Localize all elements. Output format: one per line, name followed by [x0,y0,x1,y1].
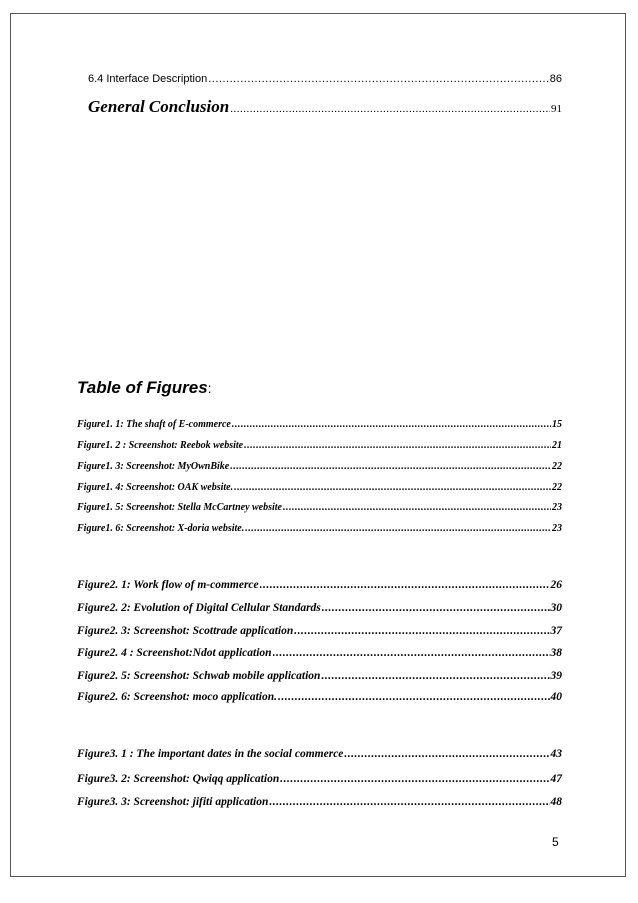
figure-page: 30 [550,602,562,614]
figure-label: Figure1. 3: Screenshot: MyOwnBike [77,461,230,472]
figure-entry[interactable] [77,796,562,808]
figure-entry[interactable] [77,523,562,534]
toc-entry-interface-description[interactable] [88,73,562,85]
toc-entry-label: 6.4 Interface Description [88,73,208,85]
dot-leader [208,73,549,85]
figure-page: 15 [552,419,562,430]
figure-page: 21 [552,440,562,451]
figure-page: 43 [550,748,562,760]
page-number: 5 [552,835,559,849]
dot-leader [278,691,550,703]
figure-label: Figure1. 6: Screenshot: X-doria website. [77,523,245,534]
dot-leader [283,502,551,513]
figure-entry[interactable] [77,748,562,760]
figure-page: 23 [552,523,562,534]
figure-page: 48 [550,796,562,808]
dot-leader [321,670,549,682]
figure-entry[interactable] [77,670,562,682]
figure-entry[interactable] [77,461,562,472]
dot-leader [280,773,549,785]
dot-leader [294,625,549,637]
dot-leader [232,419,551,430]
figure-label: Figure1. 4: Screenshot: OAK website. [77,482,234,493]
figure-label: Figure1. 2 : Screenshot: Reebok website [77,440,244,451]
figure-entry[interactable] [77,482,562,493]
dot-leader [244,440,551,451]
figure-label: Figure1. 1: The shaft of E-commerce [77,419,231,430]
figure-page: 38 [550,647,562,659]
dot-leader [344,748,549,760]
dot-leader [230,103,550,115]
toc-entry-page: 91 [551,103,562,115]
figure-entry[interactable] [77,602,562,614]
dot-leader [245,523,551,534]
figure-entry[interactable] [77,419,562,430]
figure-label: Figure2. 2: Evolution of Digital Cellular Standards [77,602,321,614]
figure-page: 37 [550,625,562,637]
figure-label: Figure2. 4 : Screenshot:Ndot application [77,647,272,659]
dot-leader [269,796,549,808]
figure-label: Figure2. 3: Screenshot: Scottrade application [77,625,294,637]
dot-leader [234,482,551,493]
figure-page: 39 [550,670,562,682]
toc-entry-page: 86 [549,73,562,85]
toc-entry-general-conclusion[interactable] [88,97,562,117]
figure-label: Figure1. 5: Screenshot: Stella McCartney website [77,502,282,513]
figure-page: 23 [552,502,562,513]
figure-label: Figure3. 2: Screenshot: Qwiqq application [77,773,280,785]
figure-label: Figure2. 6: Screenshot: moco application. [77,691,277,703]
toc-entry-label: General Conclusion [88,97,230,116]
figure-page: 22 [552,482,562,493]
figure-label: Figure3. 3: Screenshot: jifiti application [77,796,269,808]
figure-page: 26 [550,579,562,591]
figure-label: Figure2. 5: Screenshot: Schwab mobile application [77,670,321,682]
figure-page: 47 [550,773,562,785]
dot-leader [273,647,550,659]
figure-page: 40 [550,691,562,703]
dot-leader [322,602,550,614]
figure-label: Figure3. 1 : The important dates in the social commerce [77,748,344,760]
figure-entry[interactable] [77,625,562,637]
figure-entry[interactable] [77,773,562,785]
figure-entry[interactable] [77,691,562,703]
figure-page: 22 [552,461,562,472]
figure-entry[interactable] [77,502,562,513]
figure-entry[interactable] [77,440,562,451]
dot-leader [230,461,551,472]
dot-leader [260,579,550,591]
figure-label: Figure2. 1: Work flow of m-commerce [77,579,259,591]
figure-entry[interactable] [77,579,562,591]
figure-entry[interactable] [77,647,562,659]
table-of-figures-title: Table of Figures: [77,378,212,397]
